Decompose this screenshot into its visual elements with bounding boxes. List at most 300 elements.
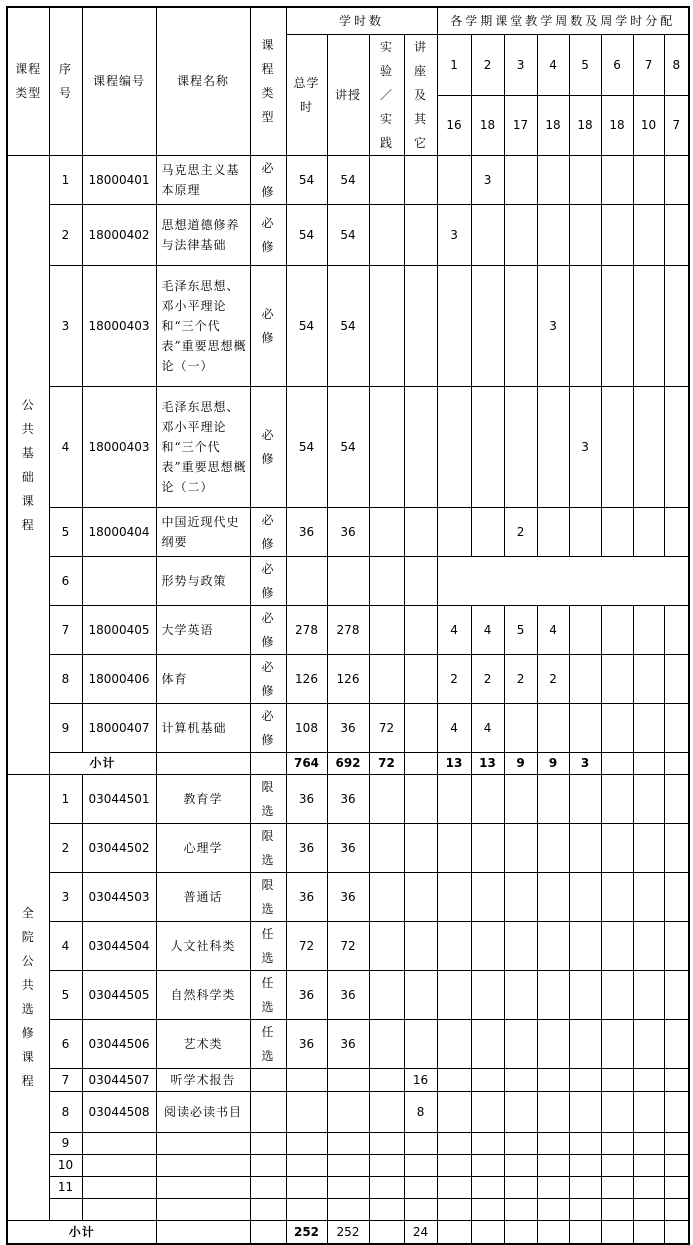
header-semester-3: 3 xyxy=(504,34,537,96)
cell-semester-1 xyxy=(437,1154,471,1176)
header-weeks-8: 7 xyxy=(664,96,689,155)
cell-semester-1: 4 xyxy=(437,605,471,654)
cell-semester-8 xyxy=(664,204,689,265)
cell-total: 36 xyxy=(286,823,327,872)
cell-seq: 11 xyxy=(49,1176,82,1198)
cell-semester-3 xyxy=(504,872,537,921)
subtotal-semester-5: 3 xyxy=(569,752,601,774)
cell-lecture xyxy=(327,1068,369,1091)
table-row xyxy=(7,155,689,204)
cell-semester-7 xyxy=(633,1198,664,1220)
cell-lab: 72 xyxy=(369,703,404,752)
cell-seminar xyxy=(404,155,437,204)
cell-semester-8 xyxy=(664,507,689,556)
cell-code: 03044506 xyxy=(82,1019,156,1068)
cell-seminar: 8 xyxy=(404,1091,437,1132)
cell-lab xyxy=(369,872,404,921)
cell-semester-5 xyxy=(569,1132,601,1154)
cell-semester-6 xyxy=(601,265,633,386)
table-row xyxy=(7,605,689,654)
cell-seminar xyxy=(404,605,437,654)
cell-lecture: 54 xyxy=(327,204,369,265)
cell-semester-1 xyxy=(437,1176,471,1198)
cell-code: 18000403 xyxy=(82,265,156,386)
cell-name: 普通话 xyxy=(156,872,250,921)
cell-seq: 10 xyxy=(49,1154,82,1176)
cell-semester-3 xyxy=(504,155,537,204)
cell-semester-6 xyxy=(601,703,633,752)
cell-lecture xyxy=(327,1154,369,1176)
header-weeks-6: 18 xyxy=(601,96,633,155)
cell-semester-3 xyxy=(504,1198,537,1220)
cell-type: 必修 xyxy=(250,556,286,605)
cell-seq: 8 xyxy=(49,654,82,703)
cell-seq: 2 xyxy=(49,823,82,872)
cell-lecture xyxy=(327,1198,369,1220)
cell-semester-6 xyxy=(601,1132,633,1154)
cell-name: 计算机基础 xyxy=(156,703,250,752)
cell-lecture: 54 xyxy=(327,155,369,204)
cell-code: 18000404 xyxy=(82,507,156,556)
cell-semester-8 xyxy=(664,1132,689,1154)
cell-semester-4 xyxy=(537,1198,569,1220)
cell-semester-1 xyxy=(437,921,471,970)
header-semester-2: 2 xyxy=(471,34,504,96)
header-lecture: 讲授 xyxy=(327,34,369,155)
cell-semester-2 xyxy=(471,823,504,872)
subtotal-type-empty xyxy=(250,752,286,774)
cell-total: 54 xyxy=(286,204,327,265)
cell-name: 中国近现代史纲要 xyxy=(156,507,250,556)
cell-lab xyxy=(369,1198,404,1220)
cell-total: 36 xyxy=(286,1019,327,1068)
header-semester-group: 各学期课堂教学周数及周学时分配 xyxy=(437,7,689,34)
cell-semester-5 xyxy=(569,872,601,921)
cell-semester-4 xyxy=(537,1176,569,1198)
cell-semester-5 xyxy=(569,654,601,703)
header-row-1 xyxy=(7,7,689,34)
header-seq: 序号 xyxy=(49,7,82,155)
cell-type xyxy=(250,1198,286,1220)
cell-semester-2: 2 xyxy=(471,654,504,703)
cell-total xyxy=(286,1198,327,1220)
cell-semester-8 xyxy=(664,1198,689,1220)
cell-total: 54 xyxy=(286,386,327,507)
cell-name: 毛泽东思想、邓小平理论和“三个代表”重要思想概论（二） xyxy=(156,386,250,507)
cell-total: 108 xyxy=(286,703,327,752)
cell-semester-2 xyxy=(471,872,504,921)
cell-seq: 1 xyxy=(49,155,82,204)
cell-semester-7 xyxy=(633,1132,664,1154)
table-row xyxy=(7,204,689,265)
header-course-category: 课程类型 xyxy=(7,7,49,155)
subtotal-semester-2 xyxy=(471,1220,504,1244)
cell-semester-5 xyxy=(569,155,601,204)
cell-semester-2: 4 xyxy=(471,703,504,752)
cell-semester-8 xyxy=(664,921,689,970)
cell-semester-3 xyxy=(504,1132,537,1154)
cell-type: 限选 xyxy=(250,823,286,872)
cell-semester-1: 3 xyxy=(437,204,471,265)
cell-semester-4: 2 xyxy=(537,654,569,703)
cell-type: 必修 xyxy=(250,204,286,265)
cell-semester-6 xyxy=(601,204,633,265)
cell-semester-7 xyxy=(633,921,664,970)
cell-name: 自然科学类 xyxy=(156,970,250,1019)
cell-semester-2: 3 xyxy=(471,155,504,204)
cell-name: 听学术报告 xyxy=(156,1068,250,1091)
cell-type xyxy=(250,1176,286,1198)
cell-code xyxy=(82,556,156,605)
cell-total: 72 xyxy=(286,921,327,970)
cell-semester-4 xyxy=(537,204,569,265)
cell-seq: 4 xyxy=(49,386,82,507)
cell-semester-3 xyxy=(504,703,537,752)
cell-semester-7 xyxy=(633,970,664,1019)
cell-semester-4 xyxy=(537,1068,569,1091)
cell-semester-3 xyxy=(504,774,537,823)
subtotal-semester-3 xyxy=(504,1220,537,1244)
cell-type: 必修 xyxy=(250,703,286,752)
subtotal-lab: 72 xyxy=(369,752,404,774)
cell-semester-4 xyxy=(537,1132,569,1154)
cell-semester-8 xyxy=(664,970,689,1019)
cell-semester-1 xyxy=(437,265,471,386)
cell-total xyxy=(286,1176,327,1198)
cell-semester-7 xyxy=(633,774,664,823)
cell-semester-5 xyxy=(569,1176,601,1198)
cell-semester-1 xyxy=(437,1132,471,1154)
table-row xyxy=(7,823,689,872)
cell-total: 54 xyxy=(286,155,327,204)
cell-seq: 9 xyxy=(49,703,82,752)
cell-semester-6 xyxy=(601,1019,633,1068)
cell-semester-1 xyxy=(437,1091,471,1132)
cell-semester-4 xyxy=(537,703,569,752)
cell-semester-4 xyxy=(537,507,569,556)
cell-semester-8 xyxy=(664,703,689,752)
cell-semester-7 xyxy=(633,872,664,921)
cell-semester-7 xyxy=(633,1176,664,1198)
header-semester-7: 7 xyxy=(633,34,664,96)
cell-seminar xyxy=(404,1176,437,1198)
cell-type: 限选 xyxy=(250,872,286,921)
cell-code: 18000406 xyxy=(82,654,156,703)
cell-semester-2 xyxy=(471,921,504,970)
subtotal-semester-1 xyxy=(437,1220,471,1244)
cell-total: 126 xyxy=(286,654,327,703)
cell-semester-6 xyxy=(601,823,633,872)
subtotal-total: 252 xyxy=(286,1220,327,1244)
cell-seminar xyxy=(404,556,437,605)
cell-semester-8 xyxy=(664,265,689,386)
cell-semester-2 xyxy=(471,774,504,823)
cell-semester-6 xyxy=(601,1198,633,1220)
cell-lecture xyxy=(327,1176,369,1198)
header-course-code: 课程编号 xyxy=(82,7,156,155)
cell-semester-1 xyxy=(437,155,471,204)
cell-type: 必修 xyxy=(250,386,286,507)
cell-semester-1 xyxy=(437,386,471,507)
cell-semester-4 xyxy=(537,921,569,970)
cell-semester-3 xyxy=(504,1091,537,1132)
cell-type: 任选 xyxy=(250,1019,286,1068)
header-semester-5: 5 xyxy=(569,34,601,96)
cell-name xyxy=(156,1198,250,1220)
cell-semester-1 xyxy=(437,970,471,1019)
table-row xyxy=(7,1019,689,1068)
cell-type: 必修 xyxy=(250,155,286,204)
cell-semester-4 xyxy=(537,386,569,507)
cell-semester-4: 4 xyxy=(537,605,569,654)
subtotal-semester-8 xyxy=(664,1220,689,1244)
cell-seq: 1 xyxy=(49,774,82,823)
table-row xyxy=(7,1132,689,1154)
table-row xyxy=(7,1091,689,1132)
cell-semester-5 xyxy=(569,921,601,970)
cell-lecture: 72 xyxy=(327,921,369,970)
cell-semester-6 xyxy=(601,1154,633,1176)
cell-type xyxy=(250,1154,286,1176)
cell-lecture: 36 xyxy=(327,872,369,921)
cell-lab xyxy=(369,1176,404,1198)
cell-seminar xyxy=(404,1132,437,1154)
cell-lab xyxy=(369,386,404,507)
cell-code: 18000405 xyxy=(82,605,156,654)
header-course-type: 课程类型 xyxy=(250,7,286,155)
subtotal-row xyxy=(7,1220,689,1244)
header-weeks-2: 18 xyxy=(471,96,504,155)
cell-type: 任选 xyxy=(250,921,286,970)
subtotal-lecture: 252 xyxy=(327,1220,369,1244)
cell-seq: 3 xyxy=(49,265,82,386)
table-row xyxy=(7,1198,689,1220)
cell-type xyxy=(250,1091,286,1132)
cell-semester-4 xyxy=(537,155,569,204)
cell-lab xyxy=(369,1019,404,1068)
cell-total: 36 xyxy=(286,872,327,921)
cell-lab xyxy=(369,823,404,872)
cell-lecture: 36 xyxy=(327,703,369,752)
cell-semester-3 xyxy=(504,1068,537,1091)
cell-semester-5 xyxy=(569,204,601,265)
subtotal-semester-7 xyxy=(633,1220,664,1244)
cell-type: 任选 xyxy=(250,970,286,1019)
cell-semester-2 xyxy=(471,1068,504,1091)
cell-code: 18000401 xyxy=(82,155,156,204)
cell-seq: 9 xyxy=(49,1132,82,1154)
cell-seq: 7 xyxy=(49,605,82,654)
cell-name: 教育学 xyxy=(156,774,250,823)
cell-semester-8 xyxy=(664,654,689,703)
subtotal-seminar xyxy=(404,752,437,774)
cell-seminar xyxy=(404,970,437,1019)
subtotal-semester-8 xyxy=(664,752,689,774)
cell-semester-6 xyxy=(601,872,633,921)
subtotal-semester-4: 9 xyxy=(537,752,569,774)
cell-lecture: 36 xyxy=(327,507,369,556)
cell-semester-3 xyxy=(504,204,537,265)
cell-semester-1 xyxy=(437,507,471,556)
subtotal-semester-6 xyxy=(601,1220,633,1244)
cell-semester-3 xyxy=(504,970,537,1019)
cell-lecture xyxy=(327,1132,369,1154)
curriculum-table xyxy=(6,6,690,1245)
cell-semester-7 xyxy=(633,1091,664,1132)
cell-seminar xyxy=(404,204,437,265)
cell-semester-5 xyxy=(569,774,601,823)
header-semester-8: 8 xyxy=(664,34,689,96)
cell-semester-2 xyxy=(471,1132,504,1154)
cell-seq: 5 xyxy=(49,970,82,1019)
cell-code xyxy=(82,1198,156,1220)
cell-semester-5 xyxy=(569,823,601,872)
cell-total: 36 xyxy=(286,507,327,556)
cell-semester-5 xyxy=(569,1198,601,1220)
subtotal-semester-2: 13 xyxy=(471,752,504,774)
cell-lecture: 36 xyxy=(327,970,369,1019)
table-row xyxy=(7,654,689,703)
cell-semester-6 xyxy=(601,386,633,507)
cell-seq: 8 xyxy=(49,1091,82,1132)
cell-name: 体育 xyxy=(156,654,250,703)
cell-lecture: 36 xyxy=(327,823,369,872)
cell-lab xyxy=(369,1154,404,1176)
cell-semester-7 xyxy=(633,507,664,556)
cell-seq: 5 xyxy=(49,507,82,556)
cell-lecture xyxy=(327,556,369,605)
cell-name xyxy=(156,1132,250,1154)
cell-seminar xyxy=(404,265,437,386)
cell-seminar xyxy=(404,386,437,507)
cell-seminar xyxy=(404,654,437,703)
cell-total xyxy=(286,1068,327,1091)
cell-semester-5: 3 xyxy=(569,386,601,507)
cell-semester-8 xyxy=(664,1154,689,1176)
cell-semester-7 xyxy=(633,1068,664,1091)
cell-semester-2 xyxy=(471,1176,504,1198)
cell-lab xyxy=(369,155,404,204)
table-row xyxy=(7,1176,689,1198)
cell-seminar xyxy=(404,507,437,556)
cell-semester-8 xyxy=(664,872,689,921)
cell-type: 必修 xyxy=(250,654,286,703)
cell-seq: 7 xyxy=(49,1068,82,1091)
cell-semester-8 xyxy=(664,605,689,654)
table-row xyxy=(7,703,689,752)
cell-lab xyxy=(369,556,404,605)
cell-seminar xyxy=(404,1019,437,1068)
cell-lab xyxy=(369,605,404,654)
cell-semester-7 xyxy=(633,654,664,703)
cell-semester-5 xyxy=(569,605,601,654)
header-semester-1: 1 xyxy=(437,34,471,96)
cell-semester-5 xyxy=(569,1154,601,1176)
cell-semester-3 xyxy=(504,1154,537,1176)
cell-seminar: 16 xyxy=(404,1068,437,1091)
cell-total xyxy=(286,556,327,605)
cell-type: 必修 xyxy=(250,605,286,654)
cell-semester-5 xyxy=(569,1091,601,1132)
cell-semester-5 xyxy=(569,507,601,556)
table-row xyxy=(7,386,689,507)
cell-lecture: 54 xyxy=(327,265,369,386)
header-semester-4: 4 xyxy=(537,34,569,96)
cell-semester-6 xyxy=(601,1176,633,1198)
cell-semesters-merged xyxy=(437,556,689,605)
header-weeks-5: 18 xyxy=(569,96,601,155)
cell-lecture: 126 xyxy=(327,654,369,703)
cell-type xyxy=(250,1068,286,1091)
cell-code: 03044505 xyxy=(82,970,156,1019)
cell-lab xyxy=(369,507,404,556)
cell-total xyxy=(286,1154,327,1176)
cell-semester-8 xyxy=(664,386,689,507)
cell-semester-8 xyxy=(664,1019,689,1068)
header-semester-6: 6 xyxy=(601,34,633,96)
cell-semester-2 xyxy=(471,265,504,386)
cell-code xyxy=(82,1176,156,1198)
cell-type: 必修 xyxy=(250,265,286,386)
cell-type: 必修 xyxy=(250,507,286,556)
cell-semester-2 xyxy=(471,1154,504,1176)
cell-semester-2 xyxy=(471,507,504,556)
subtotal-name-empty xyxy=(156,752,250,774)
cell-code: 18000403 xyxy=(82,386,156,507)
cell-seq: 2 xyxy=(49,204,82,265)
cell-semester-4 xyxy=(537,774,569,823)
cell-lecture: 54 xyxy=(327,386,369,507)
cell-lab xyxy=(369,970,404,1019)
cell-name: 马克思主义基本原理 xyxy=(156,155,250,204)
cell-semester-3 xyxy=(504,1176,537,1198)
table-row xyxy=(7,872,689,921)
cell-semester-3: 2 xyxy=(504,507,537,556)
cell-semester-6 xyxy=(601,774,633,823)
cell-code: 03044502 xyxy=(82,823,156,872)
header-seminar: 讲座及其它 xyxy=(404,34,437,155)
subtotal-lecture: 692 xyxy=(327,752,369,774)
cell-semester-1 xyxy=(437,774,471,823)
table-row xyxy=(7,1068,689,1091)
cell-name: 人文社科类 xyxy=(156,921,250,970)
cell-semester-4 xyxy=(537,970,569,1019)
cell-semester-8 xyxy=(664,774,689,823)
cell-semester-2: 4 xyxy=(471,605,504,654)
header-weeks-3: 17 xyxy=(504,96,537,155)
cell-semester-1 xyxy=(437,1068,471,1091)
cell-semester-7 xyxy=(633,1154,664,1176)
subtotal-name-empty xyxy=(156,1220,250,1244)
header-course-name: 课程名称 xyxy=(156,7,250,155)
cell-semester-2 xyxy=(471,386,504,507)
cell-total: 36 xyxy=(286,970,327,1019)
cell-semester-4 xyxy=(537,872,569,921)
cell-semester-6 xyxy=(601,605,633,654)
cell-semester-2 xyxy=(471,1198,504,1220)
cell-semester-4 xyxy=(537,1091,569,1132)
cell-semester-8 xyxy=(664,1068,689,1091)
cell-total xyxy=(286,1132,327,1154)
cell-lab xyxy=(369,1068,404,1091)
header-total-hours: 总学时 xyxy=(286,34,327,155)
cell-semester-7 xyxy=(633,265,664,386)
cell-semester-7 xyxy=(633,703,664,752)
cell-semester-8 xyxy=(664,823,689,872)
cell-lecture: 278 xyxy=(327,605,369,654)
subtotal-row xyxy=(7,752,689,774)
cell-semester-4 xyxy=(537,823,569,872)
